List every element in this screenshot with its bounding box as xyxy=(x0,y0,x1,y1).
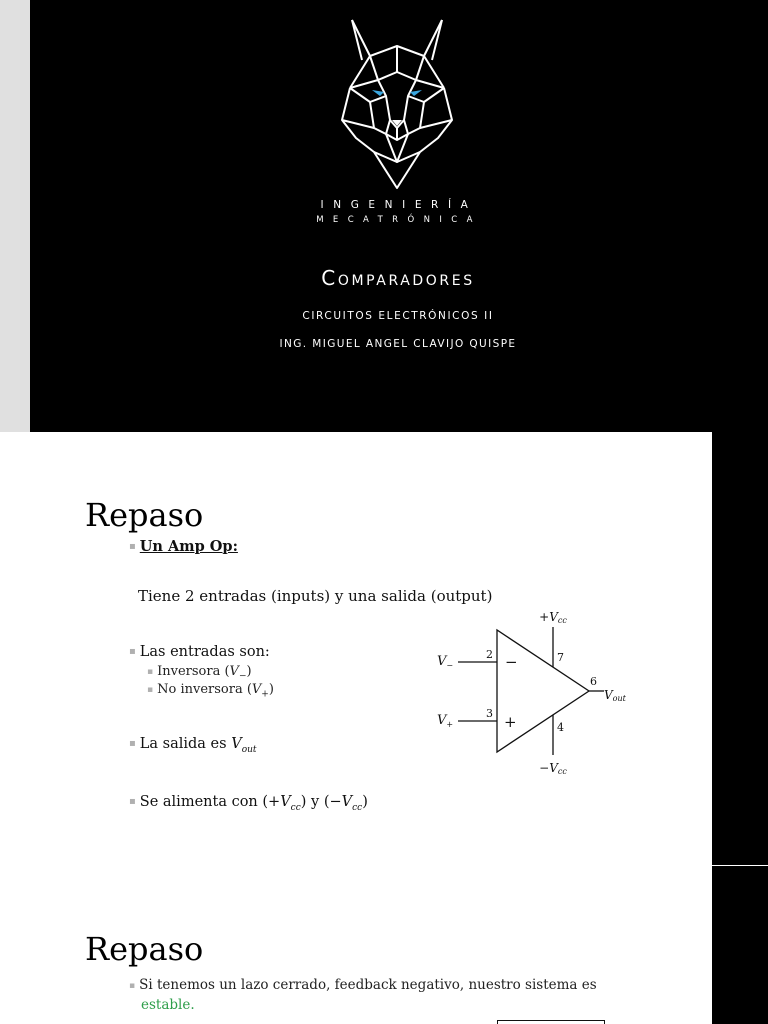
inputs-outputs-text: Tiene 2 entradas (inputs) y una salida (output) xyxy=(138,587,493,605)
brand-line-mecatronica: MECATRÓNICA xyxy=(316,215,482,225)
review-slide-2 xyxy=(0,866,768,1024)
bullet-inputs xyxy=(129,644,270,660)
svg-text:+Vcc: +Vcc xyxy=(539,610,567,625)
author-name: ING. MIGUEL ANGEL CLAVIJO QUISPE xyxy=(279,338,517,350)
course-name: CIRCUITOS ELECTRÓNICOS II xyxy=(302,310,494,322)
bullet-dot-icon: ▪ xyxy=(129,541,136,552)
bullet-supply: ▪ Se alimenta con $(+V_{cc})$ y $(-V_{cc})$ xyxy=(129,794,368,813)
non-inverting-sign: + xyxy=(504,713,517,731)
stable-word: estable. xyxy=(141,997,195,1013)
bullet-dot-icon: ▪ xyxy=(129,646,136,657)
right-eye-icon xyxy=(410,90,422,96)
svg-text:V+: $V_+$ xyxy=(437,713,454,729)
slide-heading: Repaso xyxy=(85,496,204,534)
sub-bullet-inverting: ▪ Inversora $(V_-)$ xyxy=(147,664,252,682)
op-amp-triangle xyxy=(497,630,589,752)
bullet-dot-icon: ▪ xyxy=(129,738,136,749)
pin-6-label: 6 xyxy=(590,675,597,688)
svg-text:Vout: Vout xyxy=(604,688,626,703)
op-amp-diagram xyxy=(428,607,638,777)
right-bar xyxy=(712,866,768,1024)
bullet-dot-icon: ▪ xyxy=(129,796,136,807)
bullet-dot-icon: ▪ xyxy=(129,981,136,991)
left-eye-icon xyxy=(372,90,384,96)
sub-bullet-dot-icon: ▪ xyxy=(147,685,154,695)
right-bar xyxy=(712,432,768,865)
bullet-stable: ▪ Si tenemos un lazo cerrado, feedback negativo, nuestro sistema es estable. xyxy=(129,977,597,1013)
pin-3-label: 3 xyxy=(486,707,493,720)
sub-bullet-non-inverting: ▪ No inversora $(V_+)$ xyxy=(147,682,274,700)
wolf-logo xyxy=(334,16,460,192)
pin-4-label: 4 xyxy=(557,721,564,734)
slide-heading: Repaso xyxy=(85,930,204,968)
sub-bullet-dot-icon: ▪ xyxy=(147,667,154,677)
presentation-title: Comparadores xyxy=(321,266,475,290)
pin-7-label: 7 xyxy=(557,651,564,664)
title-slide xyxy=(0,0,768,432)
inputs-label: Las entradas son: xyxy=(139,644,270,660)
review-slide xyxy=(0,432,768,865)
inverting-sign: − xyxy=(505,653,518,671)
pin-2-label: 2 xyxy=(486,648,493,661)
svg-text:−Vcc: −Vcc xyxy=(539,761,567,776)
svg-text:V−: $V_-$ xyxy=(437,654,454,670)
bullet-output: ▪ La salida es $V_{out}$ xyxy=(129,736,257,755)
amp-op-label: Un Amp Op: xyxy=(139,538,238,555)
brand-line-ingenieria: INGENIERÍA xyxy=(320,199,478,211)
cropped-diagram-box xyxy=(497,1020,605,1024)
bullet-amp-op xyxy=(129,538,238,555)
